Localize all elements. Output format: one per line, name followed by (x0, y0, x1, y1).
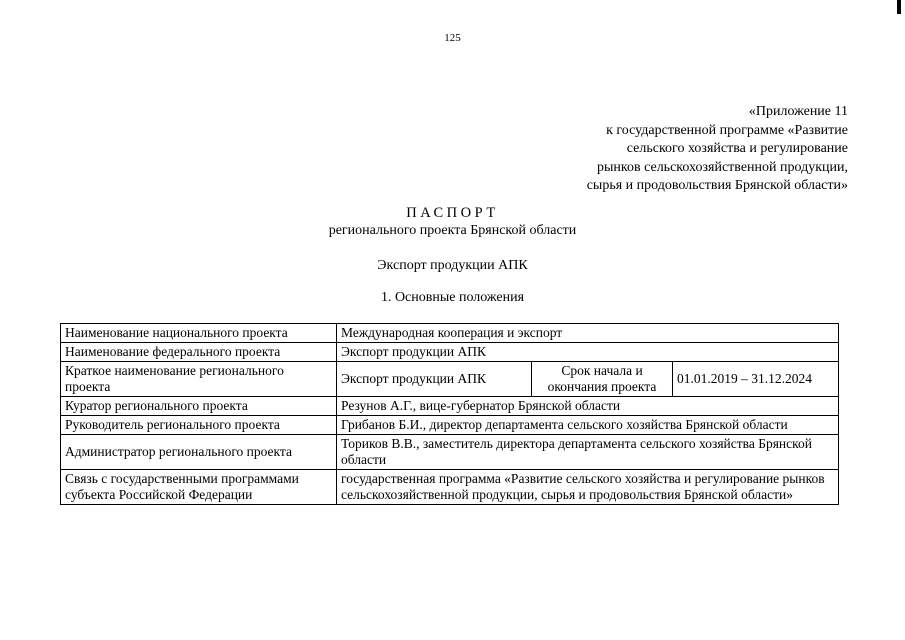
page-number: 125 (444, 32, 461, 44)
table-row (61, 343, 839, 362)
project-name: Экспорт продукции АПК (377, 258, 528, 273)
table-row (61, 435, 839, 470)
row-label: Администратор регионального проекта (61, 435, 337, 470)
appendix-note (587, 103, 848, 196)
row-value: Экспорт продукции АПК (337, 343, 839, 362)
row-label: Руководитель регионального проекта (61, 416, 337, 435)
row-label: Связь с государственными программами субъекта Российской Федерации (61, 470, 337, 505)
table-row (61, 416, 839, 435)
row-label: Куратор регионального проекта (61, 397, 337, 416)
row-label: Наименование национального проекта (61, 324, 337, 343)
table-row (61, 324, 839, 343)
passport-table (60, 323, 839, 505)
appendix-line: рынков сельскохозяйственной продукции, (597, 159, 848, 175)
row-value: Резунов А.Г., вице-губернатор Брянской области (337, 397, 839, 416)
row-value: Экспорт продукции АПК (337, 362, 532, 397)
row-label: Наименование федерального проекта (61, 343, 337, 362)
row-value: Международная кооперация и экспорт (337, 324, 839, 343)
document-title: ПАСПОРТ (406, 205, 499, 221)
row-label: Краткое наименование регионального проекта (61, 362, 337, 397)
term-label: Срок начала и окончания проекта (532, 362, 673, 397)
term-value: 01.01.2019 – 31.12.2024 (673, 362, 839, 397)
document-subtitle: регионального проекта Брянской области (328, 223, 577, 238)
appendix-line: к государственной программе «Развитие (606, 122, 848, 138)
row-value: государственная программа «Развитие сельского хозяйства и регулирование рынков сельскохозяйственной продукции, сырья и продовольствия Брянской области» (337, 470, 839, 505)
table-row (61, 397, 839, 416)
row-value: Грибанов Б.И., директор департамента сельского хозяйства Брянской области (337, 416, 839, 435)
section-heading: 1. Основные положения (380, 290, 525, 305)
appendix-line: «Приложение 11 (748, 104, 848, 119)
appendix-line: сельского хозяйства и регулирование (626, 141, 848, 156)
table-row (61, 362, 839, 397)
scan-mark (897, 0, 901, 14)
table-row (61, 470, 839, 505)
row-value: Ториков В.В., заместитель директора департамента сельского хозяйства Брянской области (337, 435, 839, 470)
appendix-line: сырья и продовольствия Брянской области» (586, 178, 848, 193)
